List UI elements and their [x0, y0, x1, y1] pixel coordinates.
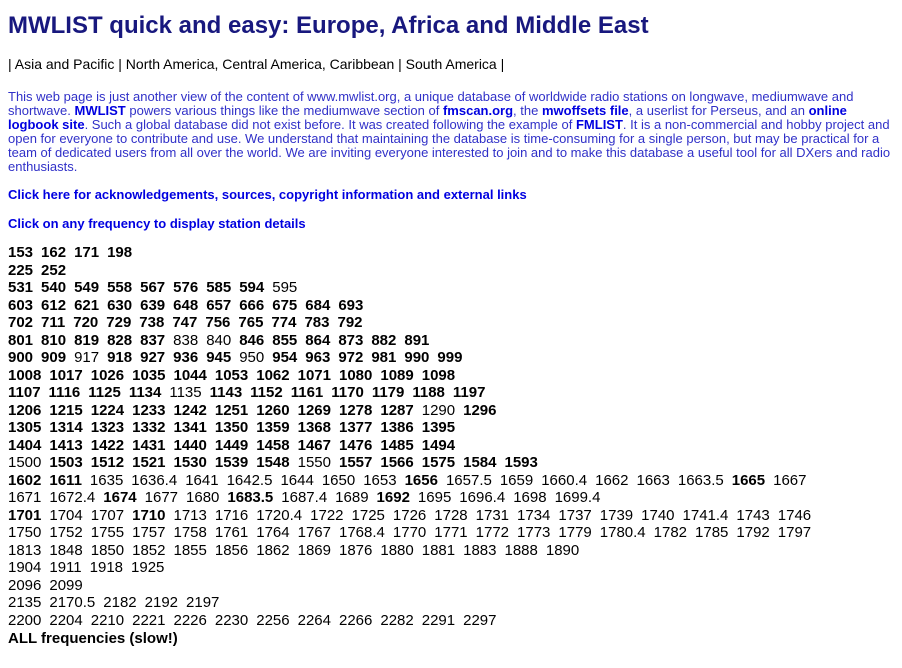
frequency-link[interactable]: 595	[272, 279, 298, 296]
frequency-link[interactable]: 1642.5	[226, 471, 273, 489]
frequency-link[interactable]: 1008	[8, 366, 42, 384]
frequency-link[interactable]: 747	[172, 314, 198, 331]
frequency-link[interactable]: 999	[437, 349, 463, 366]
frequency-link[interactable]: 594	[239, 279, 265, 296]
frequency-link[interactable]: 1772	[475, 524, 510, 541]
frequency-link[interactable]: 1287	[380, 401, 414, 419]
intro-link[interactable]: FMLIST	[575, 117, 623, 132]
frequency-link[interactable]: 711	[41, 314, 66, 331]
frequency-link[interactable]: 729	[106, 314, 132, 331]
intro-text: powers various things like the mediumwave section of	[125, 103, 443, 118]
frequency-link[interactable]: 1662	[595, 471, 629, 489]
frequency-link[interactable]: 950	[239, 349, 265, 366]
frequency-link[interactable]: 225	[8, 261, 34, 279]
frequency-link[interactable]: 981	[371, 349, 397, 366]
frequency-link[interactable]: 917	[74, 349, 100, 366]
frequency-link[interactable]: 1726	[392, 506, 427, 524]
frequency-row	[8, 542, 894, 560]
frequency-link[interactable]: 1512	[90, 454, 125, 471]
frequency-link[interactable]: 1674	[103, 489, 137, 506]
frequency-link[interactable]: 1852	[132, 541, 166, 559]
frequency-link[interactable]: 2221	[132, 611, 166, 629]
frequency-link[interactable]: 1350	[214, 419, 249, 436]
frequency-link[interactable]: 639	[140, 296, 166, 314]
frequency-link[interactable]: 972	[338, 349, 364, 366]
frequency-link[interactable]: 540	[41, 279, 67, 296]
frequency-link[interactable]: 2170.5	[49, 594, 96, 611]
frequency-link[interactable]: 900	[8, 349, 34, 366]
frequency-link[interactable]: 1731	[475, 506, 510, 524]
frequency-link[interactable]: 882	[371, 331, 397, 349]
frequency-link[interactable]: 1260	[256, 401, 290, 419]
frequency-link[interactable]: 2210	[90, 611, 125, 629]
intro-text: , the	[513, 103, 542, 118]
frequency-link[interactable]: 1500	[8, 454, 42, 471]
frequency-link[interactable]: 828	[107, 331, 133, 349]
frequency-link[interactable]: 945	[206, 349, 232, 366]
frequency-link[interactable]: 1707	[90, 506, 125, 524]
frequency-link[interactable]: 1494	[421, 436, 456, 454]
frequency-link[interactable]: 1773	[517, 524, 551, 541]
frequency-link[interactable]: 1251	[214, 401, 249, 419]
frequency-link[interactable]: 1332	[132, 419, 166, 436]
frequency-link[interactable]: 1635	[89, 471, 124, 489]
frequency-link[interactable]: 1737	[558, 506, 592, 524]
frequency-link[interactable]: 1680	[186, 489, 220, 506]
frequency-instruction: Click on any frequency to display station details	[8, 216, 306, 231]
frequency-link[interactable]: 2182	[103, 594, 137, 611]
frequency-link[interactable]: 963	[305, 349, 331, 366]
frequency-link[interactable]: 1758	[173, 524, 207, 541]
frequency-link[interactable]: 531	[8, 279, 34, 296]
frequency-link[interactable]: 1677	[144, 489, 179, 506]
frequency-link[interactable]: 1780.4	[599, 524, 646, 541]
frequency-link[interactable]: 1667	[773, 471, 807, 489]
region-link[interactable]: South America	[405, 56, 497, 72]
frequency-link[interactable]: 2230	[214, 611, 249, 629]
frequency-link[interactable]: 1135	[169, 384, 202, 401]
frequency-link[interactable]: 909	[41, 349, 67, 366]
frequency-link[interactable]: 1359	[256, 419, 290, 436]
frequency-link[interactable]: 1458	[256, 436, 290, 454]
frequency-link[interactable]: 1869	[297, 541, 331, 559]
frequency-link[interactable]: 720	[73, 314, 99, 331]
frequency-link[interactable]: 954	[272, 349, 298, 366]
frequency-link[interactable]: 1575	[421, 454, 456, 471]
frequency-link[interactable]: 1368	[297, 419, 331, 436]
frequency-row	[8, 297, 894, 315]
frequency-link[interactable]: 1722	[310, 506, 344, 524]
frequency-link[interactable]: 1071	[297, 366, 331, 384]
frequency-link[interactable]: 1017	[49, 366, 83, 384]
frequency-link[interactable]: 1663	[636, 471, 670, 489]
frequency-link[interactable]: 1750	[8, 524, 42, 541]
frequency-link[interactable]: 171	[74, 244, 100, 261]
frequency-link[interactable]: 1636.4	[131, 471, 178, 489]
frequency-link[interactable]: 2096	[8, 576, 42, 594]
frequency-link[interactable]: 1687.4	[281, 489, 328, 506]
frequency-link[interactable]: 1671	[8, 489, 42, 506]
frequency-link[interactable]: 576	[173, 279, 199, 296]
frequency-row	[8, 524, 894, 542]
frequency-link[interactable]: 567	[140, 279, 166, 296]
frequency-link[interactable]: 1134	[128, 384, 162, 401]
frequency-link[interactable]: 1725	[351, 506, 385, 524]
frequency-row	[8, 612, 894, 630]
frequency-link[interactable]: 1743	[736, 506, 770, 524]
frequency-link[interactable]: 1698	[513, 489, 547, 506]
frequency-link[interactable]: 1044	[173, 366, 207, 384]
frequency-link[interactable]: 1566	[380, 454, 414, 471]
frequency-link[interactable]: 1290	[421, 401, 456, 419]
frequency-link[interactable]: 1890	[545, 541, 580, 559]
frequency-link[interactable]: 1659	[499, 471, 534, 489]
frequency-link[interactable]: 1170	[331, 384, 364, 401]
frequency-link[interactable]: 1116	[48, 384, 81, 401]
frequency-link[interactable]: 1716	[214, 506, 249, 524]
frequency-link[interactable]: 838	[173, 331, 199, 349]
frequency-link[interactable]: 1856	[214, 541, 249, 559]
frequency-link[interactable]: 1850	[90, 541, 125, 559]
frequency-link[interactable]: 819	[74, 331, 100, 349]
frequency-link[interactable]: 1728	[434, 506, 468, 524]
frequency-link[interactable]: 1377	[339, 419, 373, 436]
frequency-row	[8, 367, 894, 385]
frequency-link[interactable]: 2226	[173, 611, 207, 629]
frequency-link[interactable]: 2204	[49, 611, 83, 629]
frequency-link[interactable]: 2099	[49, 576, 83, 594]
frequency-link[interactable]: 1752	[49, 524, 83, 541]
frequency-link[interactable]: 1269	[297, 401, 331, 419]
frequency-link[interactable]: 1672.4	[49, 489, 96, 506]
frequency-link[interactable]: 1761	[214, 524, 249, 541]
frequency-row	[8, 559, 894, 577]
intro-text: . Such a global database did not exist before. It was created following the example of	[84, 117, 576, 132]
frequency-link[interactable]: 837	[140, 331, 166, 349]
frequency-row	[8, 262, 894, 280]
frequency-link[interactable]: 1422	[90, 436, 125, 454]
frequency-link[interactable]: 1476	[339, 436, 373, 454]
frequency-link[interactable]: 1641	[185, 471, 219, 489]
frequency-link[interactable]: 198	[107, 244, 133, 261]
frequency-link[interactable]: 1395	[421, 419, 456, 436]
frequency-link[interactable]: 1188	[412, 384, 445, 401]
frequency-link[interactable]: 1080	[339, 366, 373, 384]
frequency-link[interactable]: 1880	[380, 541, 414, 559]
frequency-link[interactable]: 840	[206, 331, 232, 349]
frequency-link[interactable]: 1152	[250, 384, 283, 401]
region-link[interactable]: Asia and Pacific	[14, 56, 115, 72]
frequency-link[interactable]: 1548	[256, 454, 290, 471]
frequency-link[interactable]: 1741.4	[682, 506, 729, 524]
frequency-link[interactable]: 891	[404, 331, 430, 349]
frequency-link[interactable]: 1125	[88, 384, 121, 401]
frequency-link[interactable]: 1602	[8, 471, 42, 489]
frequency-link[interactable]: 1757	[132, 524, 166, 541]
frequency-link[interactable]: 1734	[517, 506, 551, 524]
frequency-link[interactable]: 1739	[599, 506, 634, 524]
frequency-link[interactable]: 2291	[421, 611, 456, 629]
frequency-link[interactable]: 1161	[290, 384, 324, 401]
intro-paragraph	[8, 90, 894, 174]
frequency-link[interactable]: 1557	[339, 454, 373, 471]
frequency-link[interactable]: 1485	[380, 436, 414, 454]
frequency-link[interactable]: 738	[139, 314, 165, 331]
frequency-row	[8, 594, 894, 612]
frequency-link[interactable]: 1653	[363, 471, 397, 489]
frequency-link[interactable]: 558	[107, 279, 133, 296]
frequency-link[interactable]: 1413	[49, 436, 83, 454]
frequency-link[interactable]: 1665	[731, 471, 766, 489]
frequency-link[interactable]: 1904	[8, 559, 42, 576]
frequency-link[interactable]: 1431	[132, 436, 166, 454]
frequency-link[interactable]: 774	[271, 314, 297, 331]
frequency-link[interactable]: 1098	[421, 366, 456, 384]
frequency-link[interactable]: 1143	[209, 384, 243, 401]
frequency-link[interactable]: 1503	[49, 454, 83, 471]
frequency-link[interactable]: 801	[8, 331, 34, 349]
frequency-link[interactable]: 1521	[132, 454, 166, 471]
frequency-row	[8, 279, 894, 297]
frequency-link[interactable]: 1233	[132, 401, 166, 419]
frequency-row	[8, 244, 894, 262]
frequency-link[interactable]: 864	[305, 331, 331, 349]
frequency-link[interactable]: 990	[404, 349, 430, 366]
frequency-link[interactable]: 792	[337, 314, 363, 331]
frequency-link[interactable]: 2264	[297, 611, 331, 629]
frequency-link[interactable]: 1881	[421, 541, 456, 559]
frequency-link[interactable]: 1692	[376, 489, 410, 506]
frequency-link[interactable]: 1278	[339, 401, 373, 419]
frequency-link[interactable]: 1467	[297, 436, 331, 454]
frequency-link[interactable]: 936	[173, 349, 199, 366]
frequency-link[interactable]: 1644	[280, 471, 314, 489]
frequency-link[interactable]: 1530	[173, 454, 207, 471]
frequency-link[interactable]: 1657.5	[445, 471, 492, 489]
intro-link[interactable]: MWLIST	[74, 103, 126, 118]
frequency-link[interactable]: 1911	[49, 559, 82, 576]
frequency-link[interactable]: 1663.5	[677, 471, 724, 489]
frequency-table	[8, 244, 894, 629]
frequency-link[interactable]: 1764	[256, 524, 290, 541]
frequency-link[interactable]: 684	[305, 296, 331, 314]
frequency-link[interactable]: 1768.4	[339, 524, 385, 541]
frequency-link[interactable]: 1746	[777, 506, 812, 524]
frequency-link[interactable]: 1611	[49, 471, 82, 489]
frequency-link[interactable]: 1386	[380, 419, 414, 436]
frequency-link[interactable]: 783	[304, 314, 330, 331]
frequency-link[interactable]: 621	[74, 296, 100, 314]
acknowledgements-link[interactable]: Click here for acknowledgements, sources, copyright information and external links	[8, 187, 527, 202]
frequency-link[interactable]: 1650	[321, 471, 356, 489]
frequency-link[interactable]: 1918	[89, 559, 124, 576]
frequency-link[interactable]: 1323	[90, 419, 125, 436]
frequency-link[interactable]: 927	[140, 349, 166, 366]
frequency-link[interactable]: 1785	[695, 524, 729, 541]
frequency-link[interactable]: 1593	[504, 454, 538, 471]
frequency-link[interactable]: 1888	[504, 541, 538, 559]
frequency-link[interactable]: 765	[238, 314, 264, 331]
frequency-link[interactable]: 1026	[90, 366, 125, 384]
frequency-link[interactable]: 1771	[434, 524, 468, 541]
frequency-link[interactable]: 1449	[214, 436, 249, 454]
frequency-row	[8, 489, 894, 507]
frequency-link[interactable]: 1206	[8, 401, 42, 419]
frequency-link[interactable]: 1755	[90, 524, 125, 541]
frequency-row	[8, 577, 894, 595]
frequency-link[interactable]: 1296	[463, 401, 497, 419]
frequency-link[interactable]: 855	[272, 331, 298, 349]
frequency-link[interactable]: 2256	[256, 611, 290, 629]
frequency-link[interactable]: 630	[107, 296, 133, 314]
frequency-link[interactable]: 1062	[256, 366, 290, 384]
frequency-link[interactable]: 1683.5	[227, 489, 274, 506]
frequency-link[interactable]: 657	[206, 296, 232, 314]
intro-link[interactable]: fmscan.org	[442, 103, 514, 118]
frequency-link[interactable]: 918	[107, 349, 133, 366]
frequency-row	[8, 454, 894, 472]
frequency-link[interactable]: 1770	[392, 524, 427, 541]
frequency-row	[8, 384, 894, 402]
frequency-link[interactable]: 1550	[297, 454, 331, 471]
frequency-link[interactable]: 1701	[8, 506, 42, 524]
frequency-link[interactable]: 1720.4	[256, 506, 303, 524]
frequency-link[interactable]: 756	[205, 314, 231, 331]
frequency-link[interactable]: 252	[41, 261, 67, 279]
frequency-link[interactable]: 1689	[335, 489, 369, 506]
frequency-link[interactable]: 1404	[8, 436, 42, 454]
frequency-link[interactable]: 1035	[132, 366, 166, 384]
frequency-link[interactable]: 1848	[49, 541, 83, 559]
frequency-link[interactable]: 603	[8, 296, 34, 314]
region-nav: | Asia and Pacific | North America, Central America, Caribbean | South America |	[8, 56, 505, 72]
frequency-link[interactable]: 1767	[297, 524, 331, 541]
frequency-link[interactable]: 1713	[173, 506, 207, 524]
frequency-link[interactable]: 1440	[173, 436, 207, 454]
frequency-link[interactable]: 2200	[8, 611, 42, 629]
frequency-row	[8, 332, 894, 350]
frequency-link[interactable]: 1053	[214, 366, 249, 384]
frequency-link[interactable]: 2135	[8, 594, 42, 611]
frequency-link[interactable]: 1779	[558, 524, 592, 541]
intro-text: This web page is just another view of the content of www.mwlist.org, a unique database of worldwide radio stations on longwave, mediumwave and shortwave.	[8, 89, 854, 118]
frequency-link[interactable]: 549	[74, 279, 100, 296]
frequency-link[interactable]: 1883	[463, 541, 497, 559]
frequency-row	[8, 507, 894, 525]
frequency-link[interactable]: 612	[41, 296, 67, 314]
frequency-link[interactable]: 585	[206, 279, 232, 296]
frequency-link[interactable]: 648	[173, 296, 199, 314]
frequency-link[interactable]: 2282	[380, 611, 414, 629]
frequency-link[interactable]: 2266	[339, 611, 373, 629]
frequency-link[interactable]: 1695	[417, 489, 452, 506]
frequency-link[interactable]: 1813	[8, 541, 42, 559]
frequency-link[interactable]: 1197	[452, 384, 486, 401]
frequency-link[interactable]: 1696.4	[459, 489, 506, 506]
frequency-link[interactable]: 1341	[173, 419, 207, 436]
frequency-row	[8, 314, 894, 332]
frequency-row	[8, 419, 894, 437]
frequency-link[interactable]: 1862	[256, 541, 290, 559]
frequency-link[interactable]: 1792	[736, 524, 770, 541]
frequency-link[interactable]: 1089	[380, 366, 414, 384]
frequency-link[interactable]: 2297	[463, 611, 497, 629]
acknowledgements-line	[8, 187, 894, 202]
frequency-link[interactable]: 1215	[49, 401, 83, 419]
frequency-link[interactable]: 1179	[371, 384, 405, 401]
all-frequencies-link[interactable]: ALL frequencies (slow!)	[8, 630, 178, 647]
frequency-link[interactable]: 153	[8, 244, 34, 261]
frequency-link[interactable]: 1925	[131, 559, 165, 576]
region-link[interactable]: North America, Central America, Caribbean	[125, 56, 395, 72]
frequency-row	[8, 349, 894, 367]
frequency-link[interactable]: 873	[338, 331, 364, 349]
frequency-link[interactable]: 1740	[641, 506, 675, 524]
frequency-link[interactable]: 1584	[463, 454, 497, 471]
intro-text: , a userlist for Perseus, and an	[628, 103, 809, 118]
frequency-link[interactable]: 675	[272, 296, 298, 314]
intro-text: . It is a non-commercial and hobby project and open for everyone to contribute and use. We understand that maintaining the database is time-consuming for a single person, but may be practical for a team of dedicated users from all over the world. We are inviting everyone interested to join and to make this database a useful tool for all DXers and radio enthusiasts.	[8, 117, 891, 174]
frequency-link[interactable]: 1539	[214, 454, 249, 471]
frequency-link[interactable]: 1314	[49, 419, 83, 436]
frequency-row	[8, 437, 894, 455]
frequency-link[interactable]: 666	[239, 296, 265, 314]
frequency-link[interactable]: 693	[338, 296, 364, 314]
frequency-link[interactable]: 1704	[49, 506, 83, 524]
frequency-row	[8, 402, 894, 420]
frequency-link[interactable]: 1224	[90, 401, 125, 419]
frequency-link[interactable]: 162	[41, 244, 67, 261]
frequency-row	[8, 472, 894, 490]
frequency-link[interactable]: 810	[41, 331, 67, 349]
frequency-link[interactable]: 1107	[8, 384, 41, 401]
frequency-link[interactable]: 1710	[132, 506, 166, 524]
frequency-link[interactable]: 2192	[144, 594, 179, 611]
frequency-link[interactable]: 1782	[653, 524, 688, 541]
frequency-link[interactable]: 1855	[173, 541, 207, 559]
frequency-link[interactable]: 1656	[404, 471, 438, 489]
frequency-link[interactable]: 1660.4	[541, 471, 588, 489]
frequency-link[interactable]: 1797	[777, 524, 812, 541]
intro-link[interactable]: online logbook site	[8, 103, 847, 132]
frequency-link[interactable]: 1305	[8, 419, 42, 436]
intro-link[interactable]: mwoffsets file	[541, 103, 629, 118]
frequency-link[interactable]: 1699.4	[554, 489, 601, 506]
frequency-link[interactable]: 1876	[339, 541, 373, 559]
frequency-link[interactable]: 846	[239, 331, 265, 349]
frequency-link[interactable]: 1242	[173, 401, 207, 419]
page-title: MWLIST quick and easy: Europe, Africa and Middle East	[8, 12, 649, 39]
frequency-link[interactable]: 2197	[186, 594, 220, 611]
frequency-link[interactable]: 702	[8, 314, 34, 331]
